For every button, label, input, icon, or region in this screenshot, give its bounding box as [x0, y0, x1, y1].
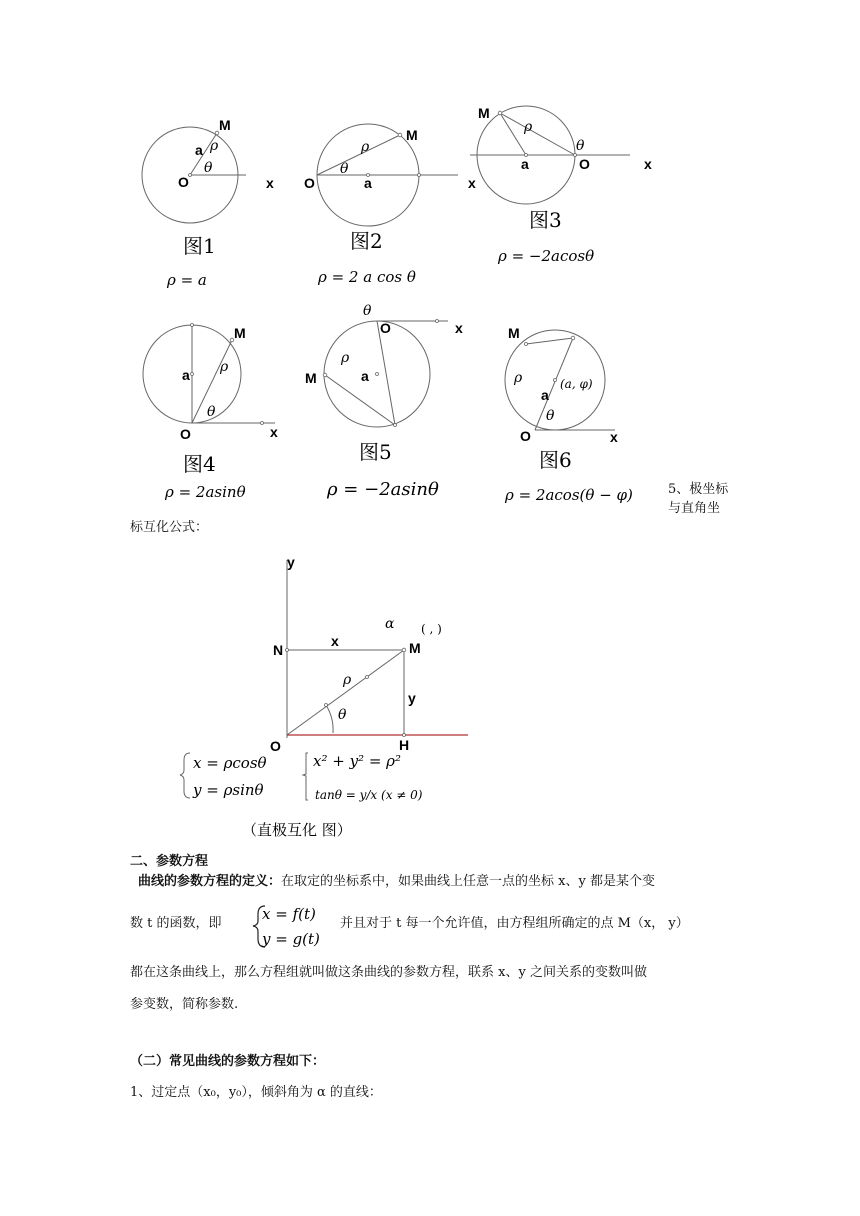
fig2-label-M: M	[406, 127, 418, 143]
conv-label-rho: ρ	[343, 672, 352, 688]
fig2-label-O: O	[304, 175, 315, 191]
conv-eq2: y = ρsinθ	[193, 781, 264, 799]
fig1-label-theta: θ	[204, 160, 213, 176]
fig1-label-M: M	[219, 117, 231, 133]
param-line4: 参变数，简称参数.	[130, 997, 239, 1012]
section-heading-common: （二）常见曲线的参数方程如下：	[130, 1054, 326, 1069]
side-note-2: 与直角坐	[668, 501, 721, 516]
brace-left	[180, 753, 190, 798]
conv-label-O: O	[270, 738, 281, 754]
fig1-label-x: x	[266, 175, 274, 191]
common-item-1: 1、过定点（x₀，y₀），倾斜角为 α 的直线：	[130, 1085, 382, 1100]
fig3-label-O: O	[579, 156, 590, 172]
conv-label-M: M	[409, 640, 421, 656]
fig6-label-center: (a, φ)	[560, 377, 593, 391]
fig1-label-a: a	[195, 142, 203, 158]
param-definition	[138, 872, 655, 892]
fig5-label-x: x	[455, 320, 463, 336]
fig4-label-O: O	[180, 426, 191, 442]
fig5-label-O: O	[380, 320, 391, 336]
param-eq-x: x = f(t)	[262, 905, 316, 923]
param-line3: 都在这条曲线上，那么方程组就叫做这条曲线的参数方程，联系 x、y 之间关系的变数叫做	[130, 965, 647, 980]
param-line2b: 并且对于 t 每一个允许值，由方程组所确定的点 M（x， y）	[340, 916, 689, 931]
fig3-label-a: a	[521, 156, 529, 172]
fig6-label-M: M	[508, 325, 520, 341]
fig3-label-M: M	[478, 105, 490, 121]
fig5-caption: 图5	[359, 440, 392, 464]
fig6-caption: 图6	[539, 448, 572, 472]
param-eq-y: y = g(t)	[262, 930, 320, 948]
fig6-chord	[526, 338, 573, 344]
fig5-label-M: M	[305, 370, 317, 386]
conv-label-x: x	[331, 633, 339, 649]
fig2-formula: ρ = 2 a cos θ	[318, 268, 416, 286]
fig5-diameter	[377, 321, 395, 425]
fig3-chord	[500, 113, 575, 155]
conv-eq4: tanθ = y/x (x ≠ 0)	[315, 788, 423, 802]
conv-eq1: x = ρcosθ	[193, 754, 267, 772]
fig4-label-M: M	[234, 325, 246, 341]
fig2-label-x: x	[468, 175, 476, 191]
conv-label-H: H	[399, 737, 410, 753]
conv-label-theta: θ	[338, 707, 347, 723]
fig6-label-theta: θ	[546, 408, 555, 424]
conv-label-N: N	[273, 642, 284, 658]
fig2-label-a: a	[364, 175, 372, 191]
param-line2a: 数 t 的函数，即	[130, 916, 222, 931]
fig6-formula: ρ = 2acos(θ − φ)	[505, 486, 633, 504]
fig5-formula: ρ = −2asinθ	[327, 479, 439, 500]
fig6-label-rho: ρ	[514, 370, 523, 386]
fig5-label-a: a	[361, 368, 369, 384]
fig1-label-O: O	[178, 174, 189, 190]
conv-label-paren: ( , )	[421, 622, 442, 636]
side-note-1: 5、极坐标	[668, 482, 729, 497]
fig1-caption: 图1	[183, 234, 216, 258]
fig2-label-theta: θ	[340, 161, 349, 177]
param-definition-body: 在取定的坐标系中，如果曲线上任意一点的坐标 x、y 都是某个变	[281, 874, 655, 889]
fig2-caption: 图2	[350, 229, 383, 253]
fig5-label-theta: θ	[363, 303, 372, 319]
fig5-label-rho: ρ	[341, 350, 350, 366]
fig4-label-a: a	[182, 367, 190, 383]
fig4-caption: 图4	[183, 452, 216, 476]
fig6-label-x: x	[610, 429, 618, 445]
section-heading-param: 二、参数方程	[130, 854, 209, 869]
fig1-formula: ρ = a	[167, 271, 207, 289]
conv-label-y-side: y	[408, 690, 416, 706]
fig5-chord	[325, 375, 395, 425]
fig3-formula: ρ = −2acosθ	[498, 247, 595, 265]
fig4-formula: ρ = 2asinθ	[165, 483, 246, 501]
continuation-text: 标互化公式：	[130, 520, 209, 535]
conv-angle-arc	[326, 705, 333, 733]
fig4-label-theta: θ	[207, 404, 216, 420]
fig6-label-O: O	[520, 428, 531, 444]
fig1-label-rho: ρ	[210, 138, 219, 154]
fig4-label-x: x	[270, 424, 278, 440]
fig3-label-rho: ρ	[524, 119, 533, 135]
fig3-caption: 图3	[529, 208, 562, 232]
conv-caption: （直极互化 图）	[242, 821, 352, 839]
fig6-label-a: a	[541, 387, 549, 403]
fig3-label-x: x	[644, 156, 652, 172]
param-definition-term: 曲线的参数方程的定义：	[138, 874, 282, 889]
fig4-label-rho: ρ	[220, 359, 229, 375]
fig3-label-theta: θ	[576, 138, 585, 154]
brace-right	[303, 753, 308, 800]
conv-label-alpha: α	[385, 616, 395, 632]
fig2-label-rho: ρ	[361, 139, 370, 155]
conv-label-y: y	[287, 554, 295, 570]
fig3-radius	[500, 113, 526, 155]
conv-eq3: x² + y² = ρ²	[313, 752, 402, 770]
